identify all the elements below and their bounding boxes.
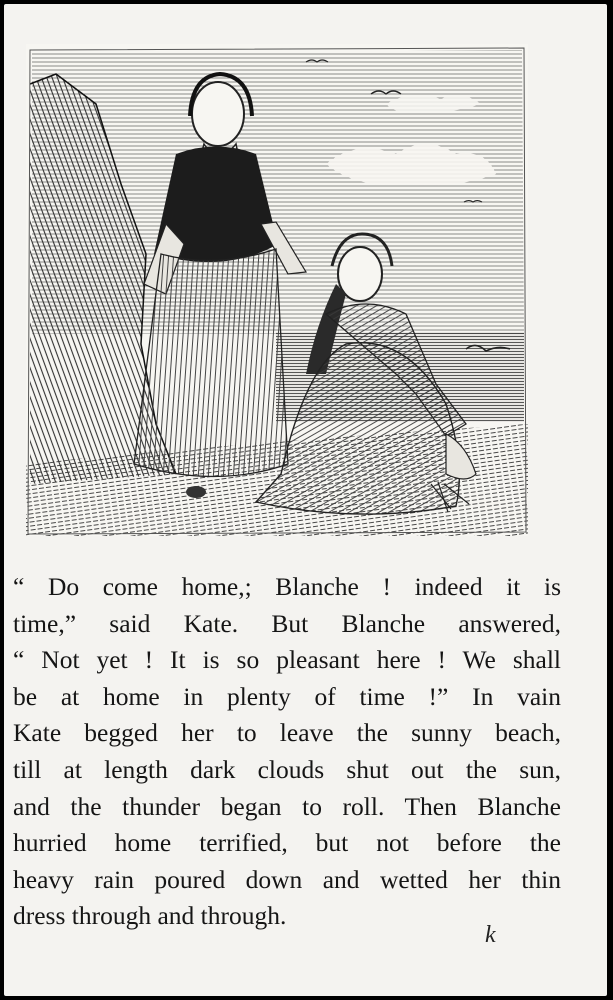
passage-line: “ Not yet ! It is so pleasant here ! We shall	[13, 645, 561, 675]
passage-line: hurried home terrified, but not before the	[13, 828, 561, 858]
passage-line: till at length dark clouds shut out the sun,	[13, 754, 561, 784]
passage-line: and the thunder began to roll. Then Blanche	[13, 791, 561, 821]
story-passage	[13, 569, 561, 935]
engraving-illustration	[26, 44, 528, 536]
passage-line: time,” said Kate. But Blanche answered,	[13, 608, 561, 638]
signature-mark: k	[485, 922, 496, 948]
passage-line: Kate begged her to leave the sunny beach,	[13, 718, 561, 748]
passage-line: dress through and through.	[13, 901, 287, 931]
passage-line: heavy rain poured down and wetted her thin	[13, 864, 561, 894]
book-page	[4, 4, 607, 996]
beach-scene-engraving	[26, 44, 528, 536]
passage-line: “ Do come home,; Blanche ! indeed it is	[13, 572, 561, 601]
passage-line: be at home in plenty of time !” In vain	[13, 681, 561, 711]
